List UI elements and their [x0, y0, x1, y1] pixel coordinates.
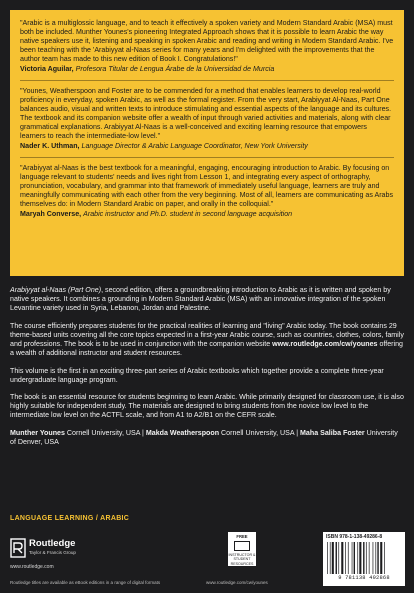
barcode-bar: [369, 542, 370, 574]
barcode-bar: [341, 542, 343, 574]
author-name: Maha Saliba Foster: [300, 428, 365, 437]
quote-divider: [20, 80, 394, 81]
barcode-bar: [384, 542, 385, 574]
quote-text: "Younes, Weatherspoon and Foster are to be commended for a method that enables learners to develop real-world proficiency in everyday, spoken Arabic, as well as the formal register. From the very start, Arabiyyat Al-Naas, Part One balances audio, visual and written texts to introduce stimulating and essential aspects of the language and its cultures. The textbook and its companion website offer a wealth of input through varied activities and materials, along with clear grammatical explanations. Arabiyyat Al-Naas is a well-conceived and exciting learning resource that empowers learners to reach the intermediate-low level.": [20, 87, 392, 140]
description-paragraph: The book is an essential resource for students beginning to learn Arabic. While primarily designed for classroom use, it is also highly suitable for independent study. The materials are designed to bring students from the novice low level to the intermediate low level on the ACTFL scale, and from A1 to A2/B1 on the CEFR scale.: [10, 392, 404, 420]
barcode-bar: [366, 542, 367, 574]
endorsements-panel: [10, 10, 404, 276]
quote-author-title: Arabic instructor and Ph.D. student in second language acquisition: [83, 210, 293, 218]
barcode-bar: [373, 542, 374, 574]
quote-divider: [20, 157, 394, 158]
publisher-website-link[interactable]: www.routledge.com: [10, 564, 54, 570]
free-resources-badge: FREE INSTRUCTOR & STUDENT RESOURCES: [228, 534, 256, 566]
isbn-digits: 9 781138 492868: [338, 575, 390, 581]
monitor-icon: [234, 541, 250, 551]
isbn-barcode: [323, 532, 405, 586]
description-paragraph: This volume is the first in an exciting three-part series of Arabic textbooks which together provide a complete three-year undergraduate language program.: [10, 366, 384, 384]
barcode-bar: [359, 542, 361, 574]
ebook-note: Routledge titles are available as eBook editions in a range of digital formats: [10, 580, 161, 585]
quote-attribution: [20, 210, 394, 219]
barcode-bar: [338, 542, 339, 574]
quote-attribution: [20, 142, 394, 151]
quote-attribution: [20, 65, 394, 74]
subject-category: LANGUAGE LEARNING / ARABIC: [10, 515, 130, 522]
description-paragraph: Arabiyyat al-Naas (Part One), second edition, offers a groundbreaking introduction to Arabic as it is written and spoken by native speakers. It combines a grounding in Modern Standard Arabic (MSA) with an innovative integration of the spoken Levantine variety used in Syria, Lebanon, Jordan and Palestine.: [10, 286, 391, 313]
quote-author: Victoria Aguilar,: [20, 65, 74, 73]
barcode-bar: [363, 542, 364, 574]
publisher-name: Routledge: [29, 538, 76, 549]
quote-author: Nader K. Uthman,: [20, 142, 80, 150]
publisher-group: Taylor & Francis Group: [29, 550, 76, 555]
book-title: Arabiyyat al-Naas (Part One): [10, 286, 102, 294]
endorsement-quote: [20, 19, 394, 74]
barcode-bar: [354, 542, 355, 574]
barcode-bar: [332, 542, 334, 574]
isbn-label: ISBN 978-1-138-49286-8: [326, 534, 383, 540]
quote-author-title: Language Director & Arabic Language Coordinator, New York University: [81, 142, 308, 150]
barcode-bar: [375, 542, 376, 574]
author-name: Munther Younes: [10, 428, 65, 437]
barcode-bar: [352, 542, 353, 574]
publisher-logo: [10, 536, 90, 562]
endorsement-quote: [20, 164, 394, 219]
barcode-icon: [326, 542, 402, 574]
barcode-bar: [357, 542, 358, 574]
endorsement-quote: [20, 87, 394, 151]
barcode-bar: [345, 542, 346, 574]
book-description: [10, 286, 404, 455]
quote-author-title: Profesora Titular de Lengua Árabe de la Universidad de Murcia: [75, 65, 275, 73]
quote-text: "Arabiyyat al-Naas is the best textbook for a meaningful, engaging, encouraging introduction to Arabic. By focusing on language relevant to students' needs and lives right from Lesson 1, and integrating every aspect of orthography, pronunciation, vocabulary, and grammar into that framework of immediately useful language, learners are truly and meaningfully communicating with each other from the very beginning. Most of all, learners are communicating as Arabs themselves do: in Modern Standard Arabic on paper, and orally in the colloquial.": [20, 164, 393, 208]
description-paragraph: The course efficiently prepares students for the practical realities of learning and "living" Arabic today. The book contains 29 theme-based units covering all the core topics expected in a first-year Arabic course, such as countries, clothes, colors, family and professions. The book is to be used in conjunction with the companion website www.routledge.com/cw/younes offering a wealth of additional instructor and student resources.: [10, 321, 404, 358]
author-list: Munther Younes Cornell University, USA | Makda Weatherspoon Cornell University, USA | Maha Saliba Foster University of Denver, USA: [10, 428, 398, 446]
quote-text: "Arabic is a multiglossic language, and to teach it effectively a spoken variety and Modern Standard Arabic (MSA) must both be included. Munther Younes's pioneering Integrated Approach shows that it is possible to learn Arabic the way native speakers use it, listening and speaking in spoken Arabic and reading and writing in Modern Standard Arabic. I've been teaching with the 'Arabiyyat al-Naas series for many years and I'm delighted with the improvements that the author team has made to this new edition of Book I. Congratulations!": [20, 19, 394, 63]
barcode-bar: [380, 542, 382, 574]
barcode-bar: [377, 542, 378, 574]
companion-website-footer-link[interactable]: www.routledge.com/cw/younes: [206, 580, 268, 585]
barcode-bar: [330, 542, 331, 574]
barcode-bar: [348, 542, 349, 574]
barcode-bar: [327, 542, 328, 574]
companion-website-link[interactable]: www.routledge.com/cw/younes: [272, 340, 378, 349]
author-name: Makda Weatherspoon: [145, 428, 220, 437]
quote-author: Maryah Converse,: [20, 210, 82, 218]
routledge-logo-icon: [10, 538, 26, 558]
barcode-bar: [336, 542, 337, 574]
cover-footer: [0, 528, 414, 593]
